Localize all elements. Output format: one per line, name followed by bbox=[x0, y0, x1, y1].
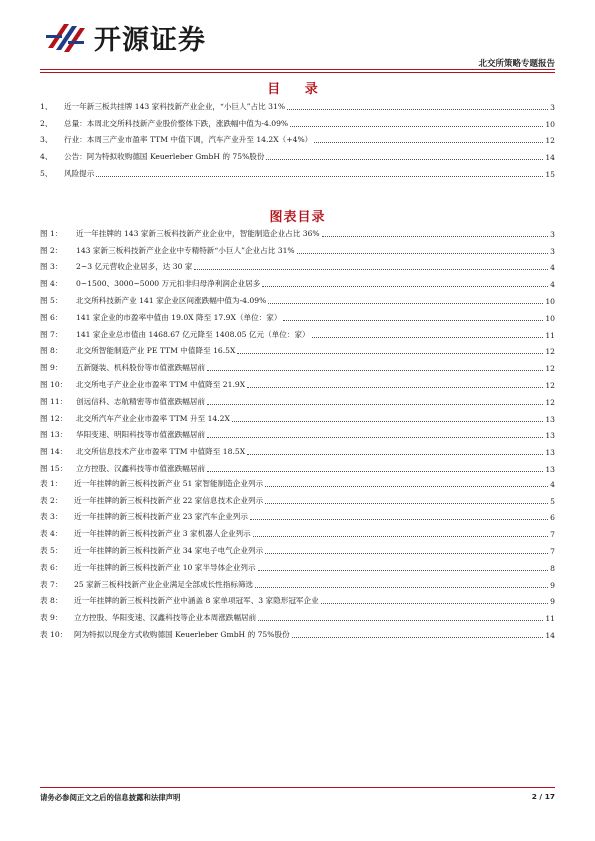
dot-leader bbox=[287, 109, 548, 110]
entry-number: 5、 bbox=[40, 168, 53, 178]
dot-leader bbox=[207, 404, 543, 405]
dot-leader bbox=[253, 536, 548, 537]
kaiyuan-logo-icon bbox=[44, 21, 88, 55]
toc-entry[interactable] bbox=[40, 95, 555, 112]
entry-title[interactable]: 北交所智能制造产业 PE TTM 中值降至 16.5X bbox=[76, 346, 236, 356]
entry-number: 图 2： bbox=[40, 245, 63, 255]
entry-title[interactable]: 2~3 亿元营收企业居多，达 30 家 bbox=[76, 262, 193, 272]
dot-leader bbox=[247, 387, 543, 388]
entry-number: 3、 bbox=[40, 135, 53, 145]
entry-number: 表 10： bbox=[40, 629, 68, 639]
dot-leader bbox=[266, 159, 543, 160]
dot-leader bbox=[321, 603, 548, 604]
toc-entry[interactable] bbox=[40, 239, 555, 256]
dot-leader bbox=[322, 236, 549, 237]
dot-leader bbox=[250, 519, 548, 520]
entry-number: 图 10： bbox=[40, 379, 68, 389]
dot-leader bbox=[265, 503, 548, 504]
entry-number: 表 3： bbox=[40, 512, 63, 522]
table-list bbox=[40, 472, 555, 640]
entry-title[interactable]: 创远信科、志航精密等市值涨跌幅居前 bbox=[76, 396, 206, 406]
dot-leader bbox=[255, 587, 548, 588]
entry-title[interactable]: 近一年新三板共挂牌 143 家科技新产业企业，“小巨人”占比 31% bbox=[64, 101, 286, 111]
dot-leader bbox=[207, 437, 543, 438]
entry-page-number[interactable]: 4 bbox=[550, 280, 555, 290]
entry-page-number[interactable]: 3 bbox=[550, 229, 555, 239]
toc-entry[interactable] bbox=[40, 373, 555, 390]
entry-number: 图 11： bbox=[40, 396, 68, 406]
entry-title[interactable]: 阿为特拟以现金方式收购德国 Keuerleber GmbH 的 75%股份 bbox=[74, 629, 290, 639]
entry-page-number[interactable]: 5 bbox=[550, 496, 555, 506]
entry-page-number[interactable]: 9 bbox=[550, 597, 555, 607]
entry-number: 图 4： bbox=[40, 279, 63, 289]
toc-entry[interactable] bbox=[40, 222, 555, 239]
toc-entry[interactable] bbox=[40, 323, 555, 340]
toc-entry[interactable] bbox=[40, 556, 555, 573]
dot-leader bbox=[247, 454, 543, 455]
entry-title[interactable]: 143 家新三板科技新产业企业中专精特新“小巨人”企业占比 31% bbox=[76, 245, 295, 255]
entry-title[interactable]: 立方控股、汉鑫科技等市值涨跌幅居前 bbox=[76, 463, 206, 473]
toc-entry[interactable] bbox=[40, 623, 555, 640]
entry-number: 表 9： bbox=[40, 613, 63, 623]
dot-leader bbox=[232, 421, 543, 422]
entry-title[interactable]: 风险提示 bbox=[64, 168, 95, 178]
entry-number: 表 8： bbox=[40, 596, 63, 606]
toc-entry[interactable] bbox=[40, 573, 555, 590]
toc-title: 目 录 bbox=[267, 82, 328, 97]
entry-title[interactable]: 0~1500、3000~5000 万元扣非归母净利润企业居多 bbox=[76, 279, 261, 289]
dot-leader bbox=[265, 553, 548, 554]
header-divider bbox=[40, 69, 555, 70]
entry-title[interactable]: 近一年挂牌的新三板科技新产业中涵盖 8 家单项冠军、3 家隐形冠军企业 bbox=[74, 596, 319, 606]
toc-entry[interactable] bbox=[40, 539, 555, 556]
dot-leader bbox=[262, 286, 548, 287]
entry-page-number[interactable]: 4 bbox=[550, 263, 555, 273]
entry-number: 图 3： bbox=[40, 262, 63, 272]
entry-title[interactable]: 141 家企业的市盈率中值由 19.0X 降至 17.9X（单位：家） bbox=[76, 312, 282, 322]
entry-title[interactable]: 北交所汽车产业企业市盈率 TTM 升至 14.2X bbox=[76, 413, 230, 423]
toc-entry[interactable] bbox=[40, 145, 555, 162]
toc-entry[interactable] bbox=[40, 590, 555, 607]
dot-leader bbox=[194, 269, 548, 270]
dot-leader bbox=[292, 637, 544, 638]
entry-page-number[interactable]: 8 bbox=[550, 563, 555, 573]
page-number: 2 / 17 bbox=[531, 792, 555, 801]
dot-leader bbox=[258, 570, 549, 571]
entry-number: 表 7： bbox=[40, 579, 63, 589]
dot-leader bbox=[207, 370, 543, 371]
entry-title[interactable]: 公告：阿为特拟收购德国 Keuerleber GmbH 的 75%股份 bbox=[64, 152, 265, 162]
toc-entry[interactable] bbox=[40, 407, 555, 424]
entry-page-number[interactable]: 4 bbox=[550, 479, 555, 489]
figures-title: 图表目录 bbox=[269, 210, 326, 225]
dot-leader bbox=[265, 486, 548, 487]
entry-page-number[interactable]: 12 bbox=[545, 397, 555, 407]
brand-logo bbox=[44, 18, 206, 57]
entry-page-number[interactable]: 3 bbox=[550, 102, 555, 112]
dot-leader bbox=[268, 303, 543, 304]
entry-title[interactable]: 近一年挂牌的 143 家新三板科技新产业企业中，智能制造企业占比 36% bbox=[76, 228, 320, 238]
entry-title[interactable]: 立方控股、华阳变速、汉鑫科技等企业本周涨跌幅居前 bbox=[74, 613, 257, 623]
page-header bbox=[40, 12, 555, 70]
toc-entry[interactable] bbox=[40, 129, 555, 146]
entry-title[interactable]: 近一年挂牌的新三板科技新产业 10 家半导体企业列示 bbox=[74, 562, 256, 572]
dot-leader bbox=[283, 320, 543, 321]
toc-entry[interactable] bbox=[40, 522, 555, 539]
entry-page-number[interactable]: 13 bbox=[545, 414, 555, 424]
toc-list bbox=[40, 95, 555, 179]
brand-name: 开源证券 bbox=[94, 25, 206, 56]
entry-number: 图 1： bbox=[40, 228, 63, 238]
entry-number: 表 1： bbox=[40, 478, 63, 488]
footer-disclaimer: 请务必参阅正文之后的信息披露和法律声明 bbox=[40, 793, 181, 802]
entry-title[interactable]: 华阳变速、明阳科技等市值涨跌幅居前 bbox=[76, 430, 206, 440]
dot-leader bbox=[237, 353, 543, 354]
entry-title[interactable]: 行业：本周三产业市盈率 TTM 中值下调，汽车产业升至 14.2X（+4%） bbox=[64, 135, 313, 145]
entry-page-number[interactable]: 10 bbox=[545, 119, 555, 129]
entry-number: 图 7： bbox=[40, 329, 63, 339]
entry-page-number[interactable]: 13 bbox=[545, 448, 555, 458]
footer-divider bbox=[40, 787, 555, 788]
entry-number: 表 2： bbox=[40, 495, 63, 505]
entry-number: 图 12： bbox=[40, 413, 68, 423]
toc-entry[interactable] bbox=[40, 424, 555, 441]
entry-title[interactable]: 近一年挂牌的新三板科技新产业 3 家机器人企业列示 bbox=[74, 529, 251, 539]
entry-page-number[interactable]: 7 bbox=[550, 546, 555, 556]
toc-entry[interactable] bbox=[40, 340, 555, 357]
toc-entry[interactable] bbox=[40, 289, 555, 306]
entry-number: 表 4： bbox=[40, 529, 63, 539]
dot-leader bbox=[258, 620, 543, 621]
entry-page-number[interactable]: 12 bbox=[545, 380, 555, 390]
entry-number: 2、 bbox=[40, 118, 53, 128]
header-divider-thin bbox=[40, 72, 555, 73]
entry-number: 图 15： bbox=[40, 463, 68, 473]
entry-page-number[interactable]: 12 bbox=[545, 347, 555, 357]
dot-leader bbox=[290, 126, 543, 127]
toc-entry[interactable] bbox=[40, 272, 555, 289]
entry-page-number[interactable]: 6 bbox=[550, 513, 555, 523]
dot-leader bbox=[314, 142, 543, 143]
dot-leader bbox=[297, 253, 549, 254]
entry-page-number[interactable]: 9 bbox=[550, 580, 555, 590]
entry-page-number[interactable]: 14 bbox=[545, 153, 555, 163]
entry-title[interactable]: 北交所信息技术产业市盈率 TTM 中值降至 18.5X bbox=[76, 447, 246, 457]
entry-title[interactable]: 总量：本周北交所科技新产业股价整体下跌，涨跌幅中值为-4.09% bbox=[64, 118, 289, 128]
entry-page-number[interactable]: 12 bbox=[545, 364, 555, 374]
entry-number: 图 13： bbox=[40, 430, 68, 440]
entry-page-number[interactable]: 11 bbox=[545, 614, 555, 624]
entry-title[interactable]: 近一年挂牌的新三板科技新产业 22 家信息技术企业列示 bbox=[74, 495, 264, 505]
entry-title[interactable]: 近一年挂牌的新三板科技新产业 23 家汽车企业列示 bbox=[74, 512, 248, 522]
entry-page-number[interactable]: 13 bbox=[545, 464, 555, 474]
entry-number: 1、 bbox=[40, 101, 53, 111]
entry-title[interactable]: 近一年挂牌的新三板科技新产业 34 家电子电气企业列示 bbox=[74, 545, 264, 555]
entry-number: 图 9： bbox=[40, 363, 63, 373]
figure-list bbox=[40, 222, 555, 474]
entry-page-number[interactable]: 11 bbox=[545, 330, 555, 340]
entry-page-number[interactable]: 15 bbox=[545, 169, 555, 179]
entry-title[interactable]: 近一年挂牌的新三板科技新产业 51 家智能制造企业列示 bbox=[74, 478, 264, 488]
toc-entry[interactable] bbox=[40, 506, 555, 523]
entry-number: 图 14： bbox=[40, 447, 68, 457]
entry-title[interactable]: 141 家企业总市值由 1468.67 亿元降至 1408.05 亿元（单位：家） bbox=[76, 329, 310, 339]
dot-leader bbox=[312, 337, 544, 338]
dot-leader bbox=[96, 176, 543, 177]
entry-page-number[interactable]: 10 bbox=[545, 313, 555, 323]
entry-title[interactable]: 北交所科技新产业 141 家企业区间涨跌幅中值为-4.09% bbox=[76, 295, 267, 305]
toc-entry[interactable] bbox=[40, 256, 555, 273]
entry-number: 图 6： bbox=[40, 312, 63, 322]
entry-page-number[interactable]: 7 bbox=[550, 530, 555, 540]
entry-page-number[interactable]: 3 bbox=[550, 246, 555, 256]
entry-number: 表 6： bbox=[40, 562, 63, 572]
report-type-label: 北交所策略专题报告 bbox=[478, 59, 555, 69]
entry-page-number[interactable]: 10 bbox=[545, 296, 555, 306]
toc-entry[interactable] bbox=[40, 306, 555, 323]
entry-number: 图 8： bbox=[40, 346, 63, 356]
toc-entry[interactable] bbox=[40, 356, 555, 373]
toc-entry[interactable] bbox=[40, 489, 555, 506]
entry-number: 表 5： bbox=[40, 545, 63, 555]
toc-entry[interactable] bbox=[40, 440, 555, 457]
entry-number: 4、 bbox=[40, 152, 53, 162]
entry-title[interactable]: 五新隧装、机科股份等市值涨跌幅居前 bbox=[76, 363, 206, 373]
toc-entry[interactable] bbox=[40, 606, 555, 623]
entry-title[interactable]: 25 家新三板科技新产业企业满足全部成长性指标筛选 bbox=[74, 579, 254, 589]
toc-entry[interactable] bbox=[40, 390, 555, 407]
entry-page-number[interactable]: 13 bbox=[545, 431, 555, 441]
entry-page-number[interactable]: 14 bbox=[545, 630, 555, 640]
toc-entry[interactable] bbox=[40, 162, 555, 179]
entry-page-number[interactable]: 12 bbox=[545, 136, 555, 146]
entry-title[interactable]: 北交所电子产业企业市盈率 TTM 中值降至 21.9X bbox=[76, 379, 246, 389]
toc-entry[interactable] bbox=[40, 112, 555, 129]
entry-number: 图 5： bbox=[40, 295, 63, 305]
toc-entry[interactable] bbox=[40, 472, 555, 489]
